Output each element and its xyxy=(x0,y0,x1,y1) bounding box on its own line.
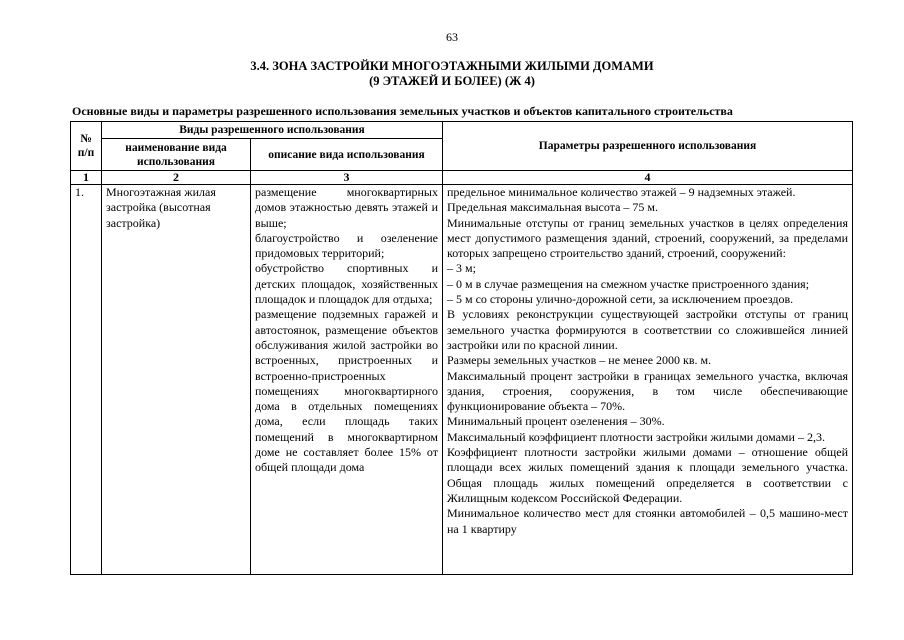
parameter-item: Максимальный коэффициент плотности застройки жилыми домами – 2,3. xyxy=(447,429,825,444)
header-parameters: Параметры разрешенного использования xyxy=(443,122,853,171)
parameter-item: предельное минимальное количество этажей – 9 надземных этажей. xyxy=(447,185,796,199)
parameter-item: Коэффициент плотности застройки жилыми домами – отношение общей площади всех жилых помещений здания к площади земельного участка. Общая площадь жилых помещений определяется в соответствии с Жилищным кодексом Российской Федерации. xyxy=(447,445,848,505)
land-use-table xyxy=(70,121,853,575)
header-types-group: Виды разрешенного использования xyxy=(102,122,443,139)
parameter-item: Минимальное количество мест для стоянки автомобилей – 0,5 машино-мест на 1 квартиру xyxy=(447,506,848,536)
row-use-description xyxy=(251,185,443,575)
section-heading-line-2: (9 ЭТАЖЕЙ И БОЛЕЕ) (Ж 4) xyxy=(369,74,535,88)
column-number: 3 xyxy=(251,171,443,185)
section-heading-line-1: 3.4. ЗОНА ЗАСТРОЙКИ МНОГОЭТАЖНЫМИ ЖИЛЫМИ ДОМАМИ xyxy=(250,59,654,73)
header-num: № п/п xyxy=(71,122,102,171)
description-item: размещение многоквартирных домов этажностью девять этажей и выше; xyxy=(255,185,438,230)
table-caption: Основные виды и параметры разрешенного использования земельных участков и объектов капитального строительства xyxy=(72,104,733,118)
parameter-item: Максимальный процент застройки в границах земельного участка, включая здания, строения, сооружения, в том числе обеспечивающие функционирование объекта – 70%. xyxy=(447,368,848,414)
description-item: размещение подземных гаражей и автостоянок, размещение объектов обслуживания жилой застройки во встроенных, пристроенных и встроенно-пристроенных помещениях многоквартирного дома в отдельных помещениях дома, если площадь таких помещений в многоквартирном доме не составляет более 15% от общей площади дома xyxy=(255,307,438,475)
header-name: наименование вида использования xyxy=(102,139,251,171)
parameter-item: В условиях реконструкции существующей застройки отступы от границ земельного участка формируются в соответствии со сложившейся линией застройки или по красной линии. xyxy=(447,307,848,352)
description-item: обустройство спортивных и детских площадок, хозяйственных площадок и площадок для отдыха; xyxy=(255,261,438,307)
parameter-item: – 0 м в случае размещения на смежном участке пристроенного здания; xyxy=(447,276,810,291)
parameter-item: – 3 м; xyxy=(447,261,476,276)
parameter-item: Минимальные отступы от границ земельных участков в целях определения мест допустимого размещения зданий, строений, сооружений, за пределами которых запрещено строительство зданий, строений, сооружений: xyxy=(447,215,848,261)
row-num: 1. xyxy=(71,185,102,575)
parameter-item: Предельная максимальная высота – 75 м. xyxy=(447,200,658,215)
column-number: 2 xyxy=(102,171,251,185)
page-number: 63 xyxy=(446,30,458,44)
header-description: описание вида использования xyxy=(251,139,443,171)
column-number: 4 xyxy=(443,171,853,185)
parameter-item: Размеры земельных участков – не менее 2000 кв. м. xyxy=(447,353,712,368)
parameter-item: Минимальный процент озеленения – 30%. xyxy=(447,414,665,429)
column-number: 1 xyxy=(71,171,102,185)
row-use-name: Многоэтажная жилая застройка (высотная застройка) xyxy=(102,185,251,575)
row-parameters xyxy=(443,185,853,575)
section-heading xyxy=(0,59,904,89)
description-item: благоустройство и озеленение придомовых территорий; xyxy=(255,230,438,261)
parameter-item: – 5 м со стороны улично-дорожной сети, за исключением проездов. xyxy=(447,292,794,307)
table-row xyxy=(71,185,853,575)
